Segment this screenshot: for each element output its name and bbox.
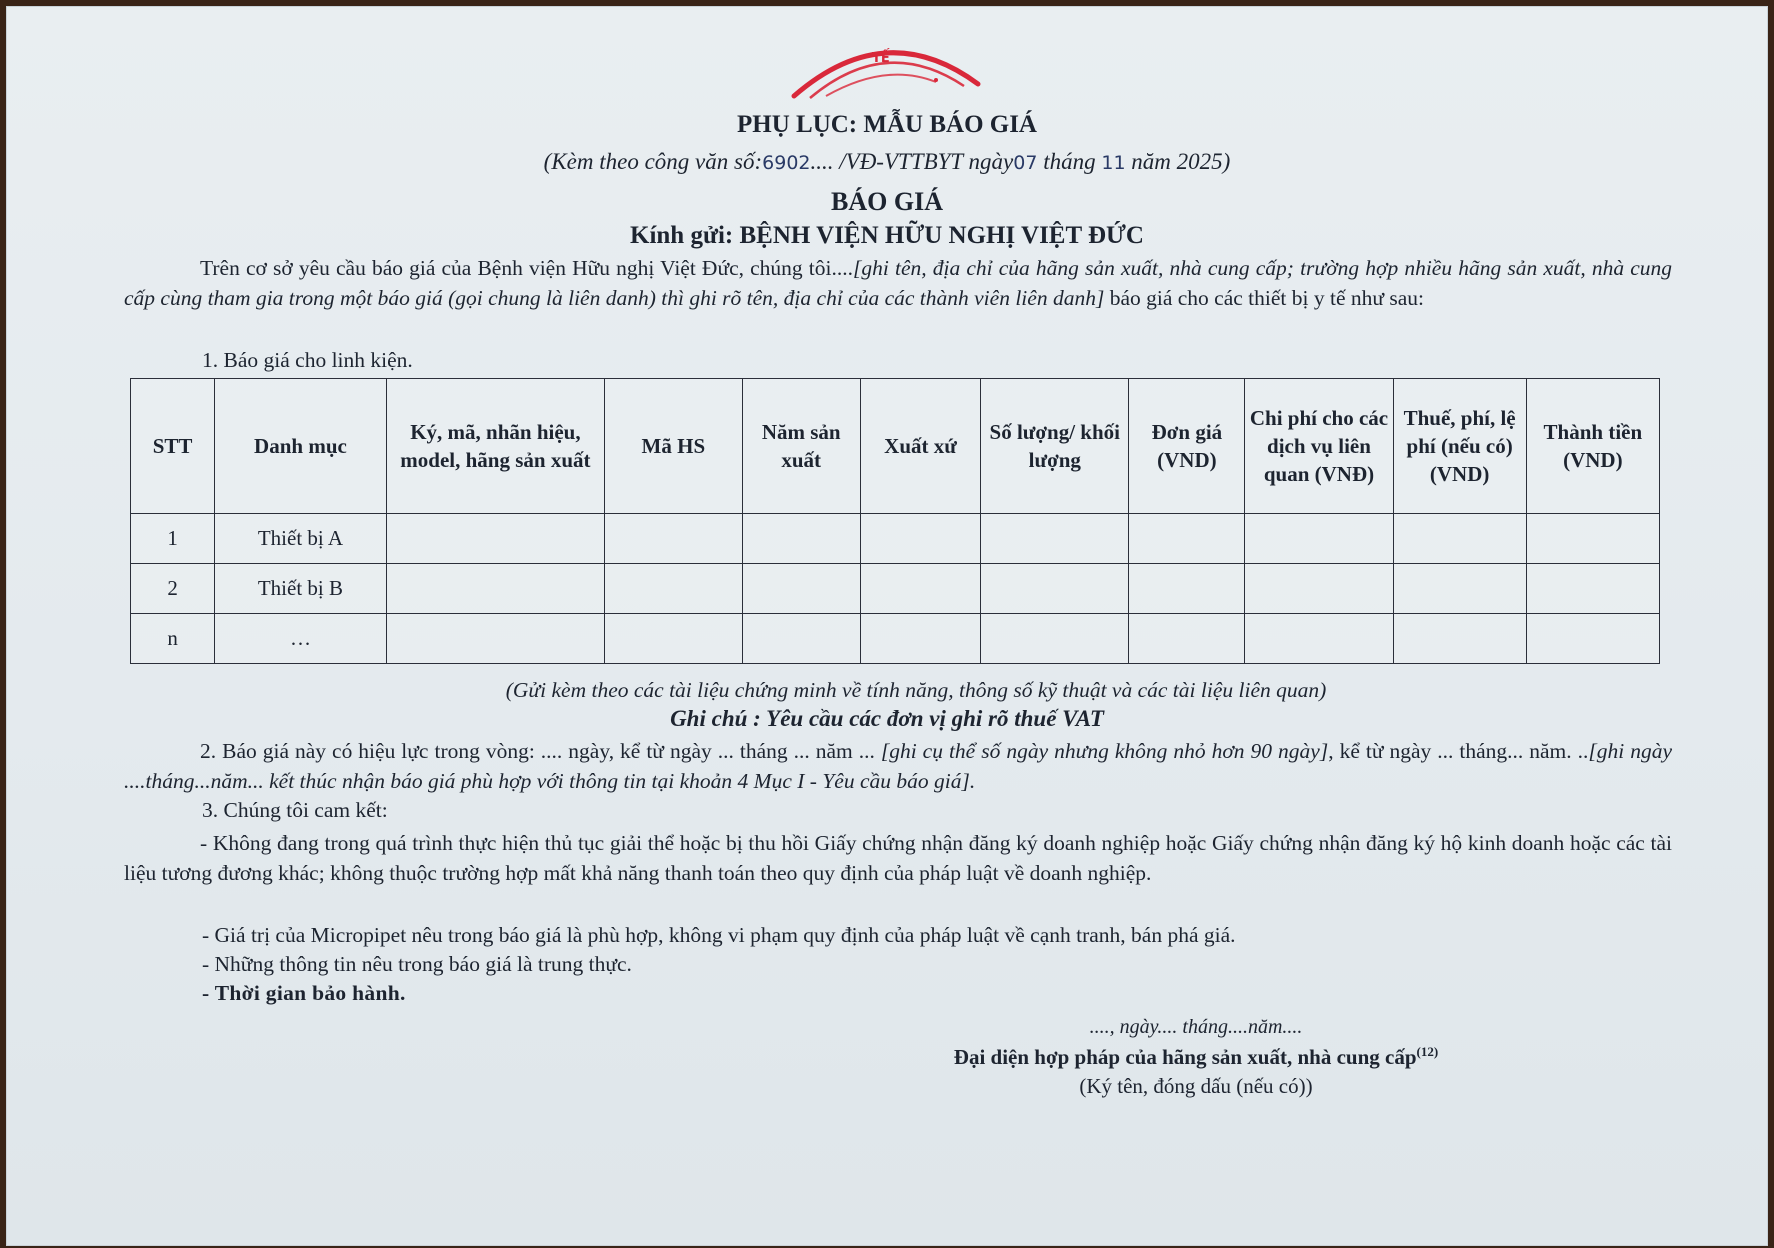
header-thanh-tien: Thành tiền (VND) bbox=[1526, 379, 1659, 514]
cell-empty bbox=[981, 614, 1129, 664]
red-stamp-seal bbox=[786, 34, 986, 104]
cell-empty bbox=[742, 514, 860, 564]
header-nam-san-xuat: Năm sản xuất bbox=[742, 379, 860, 514]
header-danh-muc: Danh mục bbox=[215, 379, 387, 514]
cell-empty bbox=[1526, 614, 1659, 664]
reference-middle: .... /VĐ-VTTBYT ngày bbox=[810, 149, 1014, 174]
header-don-gia: Đơn giá (VND) bbox=[1129, 379, 1245, 514]
commitment-item-4: - Thời gian bảo hành. bbox=[202, 981, 406, 1005]
document-reference-line: (Kèm theo công văn số:6902.... /VĐ-VTTBYT ngày07 tháng 11 năm 2025) bbox=[543, 149, 1231, 174]
cell-empty bbox=[605, 614, 742, 664]
cell-empty bbox=[860, 614, 980, 664]
cell-empty bbox=[605, 514, 742, 564]
table-row bbox=[131, 614, 1660, 664]
cell-empty bbox=[1393, 564, 1526, 614]
cell-empty bbox=[1245, 614, 1393, 664]
cell-empty bbox=[1129, 614, 1245, 664]
attachment-note: (Gửi kèm theo các tài liệu chứng minh về tính năng, thông số kỹ thuật và các tài liệu liên quan) bbox=[505, 678, 1327, 702]
commitment-item-3: - Những thông tin nêu trong báo giá là trung thực. bbox=[202, 952, 632, 976]
signature-date-line: ...., ngày.... tháng....năm.... bbox=[1089, 1016, 1303, 1038]
header-so-luong: Số lượng/ khối lượng bbox=[981, 379, 1129, 514]
header-stt: STT bbox=[131, 379, 215, 514]
section-2-italic-2: [ghi ngày ....tháng...năm... kết thúc nhận báo giá phù hợp với thông tin tại khoản 4 Mục I - Yêu cầu báo giá]. bbox=[124, 739, 1672, 793]
commitment-item-1: - Không đang trong quá trình thực hiện thủ tục giải thể hoặc bị thu hồi Giấy chứng nhận đăng ký doanh nghiệp hoặc Giấy chứng nhận đăng ký hộ kinh doanh hoặc các tài liệu tương đương khác; không thuộc trường hợp mất khả năng thanh toán theo quy định của pháp luật về doanh nghiệp. bbox=[124, 831, 1672, 885]
cell-empty bbox=[981, 564, 1129, 614]
cell-empty bbox=[1393, 614, 1526, 664]
section-3-title: 3. Chúng tôi cam kết: bbox=[202, 798, 388, 822]
cell-empty bbox=[860, 514, 980, 564]
cell-empty bbox=[742, 614, 860, 664]
cell-empty bbox=[1129, 514, 1245, 564]
cell-empty bbox=[1129, 564, 1245, 614]
cell-empty bbox=[860, 564, 980, 614]
section-2-italic-1: [ghi cụ thể số ngày nhưng không nhỏ hơn 90 ngày] bbox=[880, 739, 1329, 763]
commitment-item-2: - Giá trị của Micropipet nêu trong báo giá là phù hợp, không vi phạm quy định của pháp luật về cạnh tranh, bán phá giá. bbox=[202, 923, 1236, 947]
reference-prefix: (Kèm theo công văn số bbox=[543, 149, 755, 174]
cell-item: Thiết bị B bbox=[215, 564, 387, 614]
header-ma-hs: Mã HS bbox=[605, 379, 742, 514]
intro-end: báo giá cho các thiết bị y tế như sau: bbox=[1104, 285, 1425, 310]
intro-paragraph bbox=[124, 254, 1672, 313]
cell-empty bbox=[605, 564, 742, 614]
header-chi-phi: Chi phí cho các dịch vụ liên quan (VNĐ) bbox=[1245, 379, 1393, 514]
handwritten-day: 07 bbox=[1013, 152, 1038, 174]
header-ky-ma: Ký, mã, nhãn hiệu, model, hãng sản xuất bbox=[386, 379, 604, 514]
header-thue-phi: Thuế, phí, lệ phí (nếu có) (VND) bbox=[1393, 379, 1526, 514]
document-page bbox=[6, 6, 1768, 1246]
intro-start: Trên cơ sở yêu cầu báo giá của Bệnh viện Hữu nghị Việt Đức, chúng tôi.... bbox=[200, 256, 854, 280]
recipient-line: Kính gửi: BỆNH VIỆN HỮU NGHỊ VIỆT ĐỨC bbox=[630, 222, 1144, 249]
cell-stt: 1 bbox=[131, 514, 215, 564]
reference-suffix: năm 2025) bbox=[1131, 149, 1231, 174]
page-title: PHỤ LỤC: MẪU BÁO GIÁ bbox=[737, 111, 1037, 138]
handwritten-month: 11 bbox=[1101, 152, 1126, 174]
section-1-title: 1. Báo giá cho linh kiện. bbox=[202, 348, 413, 372]
signature-representative bbox=[846, 1044, 1546, 1070]
representative-label: Đại diện hợp pháp của hãng sản xuất, nhà cung cấp bbox=[953, 1045, 1417, 1069]
cell-empty bbox=[1245, 564, 1393, 614]
cell-empty bbox=[1526, 564, 1659, 614]
svg-text:TẾ: TẾ bbox=[872, 51, 890, 66]
cell-empty bbox=[386, 614, 604, 664]
cell-item: … bbox=[215, 614, 387, 664]
document-heading: BÁO GIÁ bbox=[831, 187, 943, 216]
cell-empty bbox=[386, 514, 604, 564]
section-2-middle: , kể từ ngày ... tháng... năm. .. bbox=[1328, 739, 1589, 763]
section-2-start: 2. Báo giá này có hiệu lực trong vòng: .... ngày, kể từ ngày ... tháng ... năm ... bbox=[200, 739, 881, 763]
header-xuat-xu: Xuất xứ bbox=[860, 379, 980, 514]
handwritten-number: 6902 bbox=[762, 152, 811, 174]
cell-item: Thiết bị A bbox=[215, 514, 387, 564]
cell-empty bbox=[1245, 514, 1393, 564]
table-row bbox=[131, 564, 1660, 614]
table-row bbox=[131, 514, 1660, 564]
table-header-row bbox=[131, 379, 1660, 514]
quotation-table bbox=[130, 378, 1660, 664]
intro-italic: [ghi tên, địa chỉ của hãng sản xuất, nhà cung cấp; trường hợp nhiều hãng sản xuất, nhà cung cấp cùng tham gia trong một báo giá (gọi chung là liên danh) thì ghi rõ tên, địa chỉ của các thành viên liên danh] bbox=[124, 256, 1672, 310]
reference-month-label: tháng bbox=[1043, 149, 1096, 174]
cell-empty bbox=[1393, 514, 1526, 564]
signature-instruction: (Ký tên, đóng dấu (nếu có)) bbox=[1079, 1074, 1313, 1098]
cell-empty bbox=[1526, 514, 1659, 564]
cell-stt: 2 bbox=[131, 564, 215, 614]
cell-empty bbox=[386, 564, 604, 614]
cell-stt: n bbox=[131, 614, 215, 664]
cell-empty bbox=[742, 564, 860, 614]
cell-empty bbox=[981, 514, 1129, 564]
section-2-paragraph bbox=[124, 737, 1672, 796]
footnote-marker: (12) bbox=[1416, 1044, 1439, 1059]
vat-note: Ghi chú : Yêu cầu các đơn vị ghi rõ thuế VAT bbox=[670, 706, 1104, 731]
